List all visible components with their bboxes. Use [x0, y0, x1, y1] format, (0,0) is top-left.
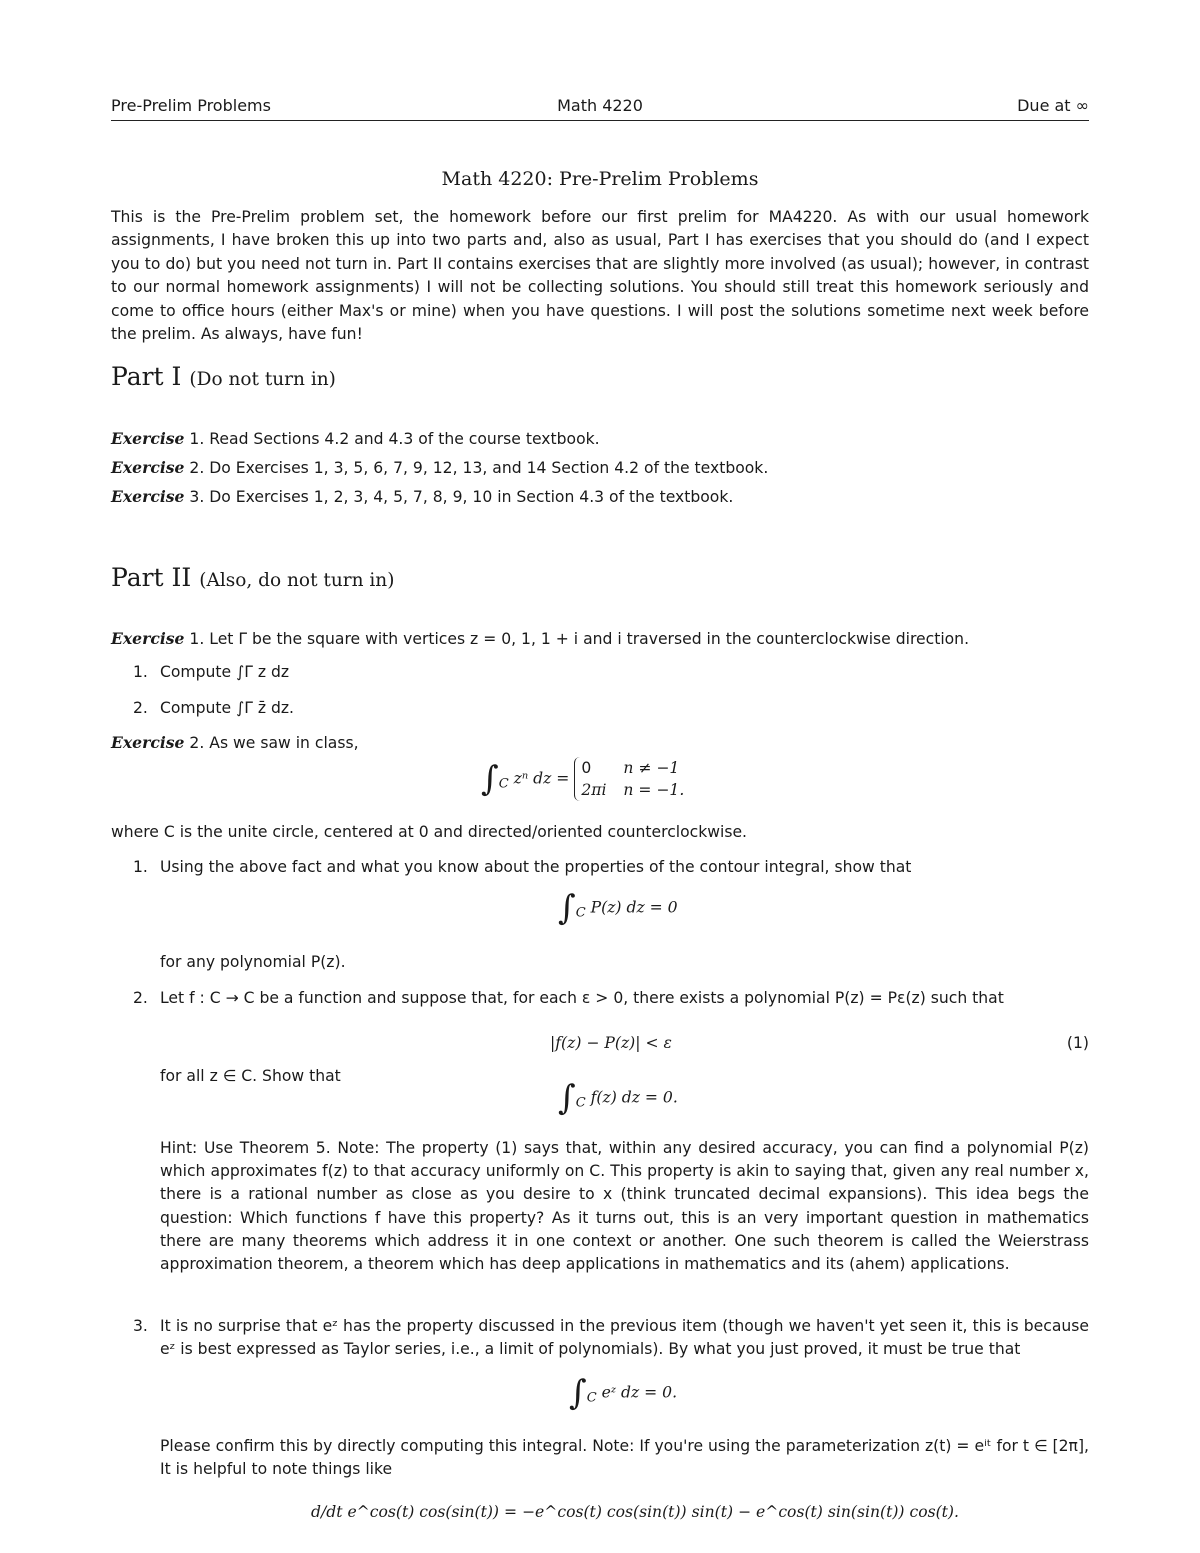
running-header [111, 96, 1089, 121]
exercise-number: 2. [189, 459, 205, 477]
intro-paragraph: This is the Pre-Prelim problem set, the homework before our first prelim for MA4220. As with our usual homework assignments, I have broken this up into two parts and, also as usual, Part I has exercises that you should do (and I expect you to do) but you need not turn in. Part II contains exercises that are slightly more involved (as usual); however, in contrast to our normal homework assignments) I will not be collecting solutions. You should still treat this homework seriously and come to office hours (either Max's or mine) when you have questions. I will post the solutions sometime next week before the prelim. As always, have fun! [111, 208, 1089, 344]
part2-heading [111, 563, 394, 592]
ex2-item-2-mid: for all z ∈ C. Show that [160, 1067, 341, 1085]
part1-exercise-3 [111, 485, 1089, 509]
case2-value: 2πi [581, 781, 607, 799]
exercise-number: 2. [189, 734, 205, 752]
cases-brace [574, 757, 684, 801]
item-text: Compute ∫Γ z̄ dz. [160, 699, 295, 717]
header-right: Due at ∞ [1017, 96, 1089, 115]
equation-body: d/dt e^cos(t) cos(sin(t)) = −e^cos(t) cos(sin(t)) sin(t) − e^cos(t) sin(sin(t)) cos(t). [311, 1503, 959, 1521]
part1-title: Part I [111, 362, 182, 391]
ex2-item-3-after: Please confirm this by directly computing this integral. Note: If you're using the parameterization z(t) = eⁱᵗ for t ∈ [2π], It is helpful to note things like [160, 1437, 1089, 1479]
part2-title: Part II [111, 563, 192, 592]
exercise-number: 3. [189, 488, 205, 506]
equation-exp-integral [569, 1373, 678, 1413]
ex2-after-text: where C is the unite circle, centered at 0 and directed/oriented counterclockwise. [111, 823, 748, 841]
item-text: Compute ∫Γ z dz [160, 663, 290, 681]
part1-exercise-1 [111, 427, 1089, 451]
equation-f-integral [558, 1078, 678, 1118]
case1-value: 0 [581, 759, 592, 777]
exercise-label: Exercise [111, 487, 185, 506]
exercise-number: 1. [189, 430, 205, 448]
integral-subscript: C [575, 1095, 586, 1111]
exercise-text: Let Γ be the square with vertices z = 0, 1, 1 + i and i traversed in the counterclockwise direction. [209, 630, 970, 648]
equation-derivative [311, 1503, 959, 1521]
exercise-text: Read Sections 4.2 and 4.3 of the course textbook. [209, 430, 600, 448]
header-center: Math 4220 [557, 96, 643, 115]
equation-approximation [550, 1034, 672, 1052]
page-title: Math 4220: Pre-Prelim Problems [441, 168, 759, 190]
item-text: Let f : C → C be a function and suppose that, for each ε > 0, there exists a polynomial P(z) = Pε(z) such that [160, 989, 1004, 1007]
exercise-label: Exercise [111, 733, 185, 752]
integral-sign: ∫ [558, 888, 576, 928]
equation-body: |f(z) − P(z)| < ε [550, 1034, 672, 1052]
item-number: 2. [133, 699, 148, 717]
integral-sign: ∫ [558, 1078, 576, 1118]
exercise-label: Exercise [111, 629, 185, 648]
integral-sign: ∫ [481, 759, 499, 799]
equation-body: P(z) dz = 0 [590, 898, 678, 917]
equation-body: eᶻ dz = 0. [601, 1383, 678, 1402]
exercise-label: Exercise [111, 458, 185, 477]
integral-subscript: C [498, 776, 509, 792]
ex2-item-1-after: for any polynomial P(z). [160, 953, 346, 971]
case1-condition: n ≠ −1 [623, 759, 680, 777]
integral-sign: ∫ [569, 1373, 587, 1413]
part2-exercise-1 [111, 627, 1089, 651]
item-text: It is no surprise that eᶻ has the property discussed in the previous item (though we haven't yet seen it, this is because eᶻ is best expressed as Taylor series, i.e., a limit of polynomials). By what you just proved, it must be true that [160, 1317, 1089, 1359]
case2-condition: n = −1. [623, 781, 685, 799]
equation-lhs: zⁿ dz = [513, 769, 570, 788]
exercise-number: 1. [189, 630, 205, 648]
item-number: 2. [133, 989, 148, 1007]
part2-subtitle: (Also, do not turn in) [199, 570, 395, 591]
item-text: Using the above fact and what you know about the properties of the contour integral, show that [160, 858, 912, 876]
integral-subscript: C [575, 905, 586, 921]
equation-body: f(z) dz = 0. [590, 1088, 678, 1107]
item-number: 1. [133, 858, 148, 876]
integral-subscript: C [586, 1390, 597, 1406]
item-number: 3. [133, 1317, 148, 1335]
part1-subtitle: (Do not turn in) [189, 369, 336, 390]
item-number: 1. [133, 663, 148, 681]
display-equation-cases [481, 757, 684, 801]
exercise-label: Exercise [111, 429, 185, 448]
ex2-item-2-hint: Hint: Use Theorem 5. Note: The property (1) says that, within any desired accuracy, you can find a polynomial P(z) which approximates f(z) to that accuracy uniformly on C. This property is akin to saying that, given any real number x, there is a rational number as close as you desire to x (think truncated decimal expansions). This idea begs the question: Which functions f have this property? As it turns out, this is an very important question in mathematics there are many theorems which address it in one context or another. One such theorem is called the Weierstrass approximation theorem, a theorem which has deep applications in mathematics and its (ahem) applications. [160, 1139, 1089, 1274]
part1-exercise-2 [111, 456, 1089, 480]
exercise-text: Do Exercises 1, 3, 5, 6, 7, 9, 12, 13, and 14 Section 4.2 of the textbook. [209, 459, 769, 477]
header-left: Pre-Prelim Problems [111, 96, 271, 115]
part2-exercise-2 [111, 731, 1089, 755]
part1-heading [111, 362, 336, 391]
equation-polynomial-integral [558, 888, 678, 928]
exercise-text: As we saw in class, [209, 734, 359, 752]
equation-number: (1) [1066, 1034, 1089, 1052]
exercise-text: Do Exercises 1, 2, 3, 4, 5, 7, 8, 9, 10 in Section 4.3 of the textbook. [209, 488, 734, 506]
